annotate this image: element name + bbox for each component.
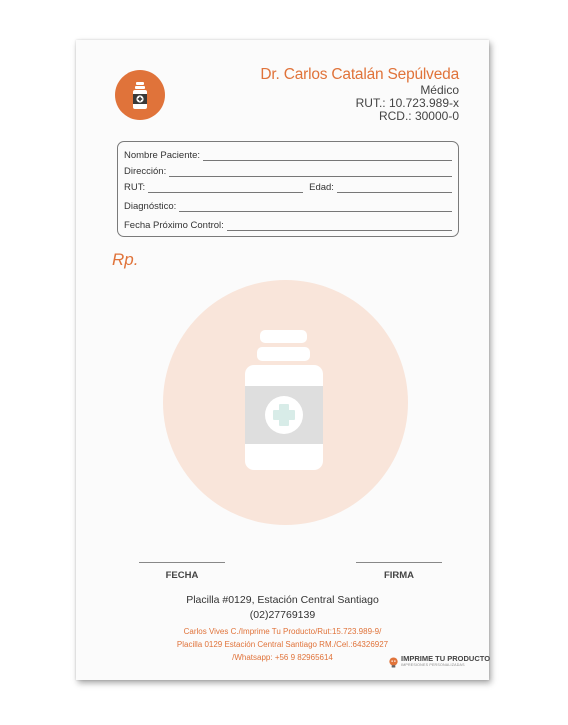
next-control-label: Fecha Próximo Control: [124, 220, 224, 231]
rut-line[interactable] [148, 185, 303, 193]
medicine-bottle-icon [163, 280, 408, 525]
watermark-circle [163, 280, 408, 525]
address-line[interactable] [169, 169, 452, 177]
date-label: FECHA [165, 570, 199, 581]
age-label: Edad: [309, 182, 334, 193]
footer-line-3: /Whatsapp: +56 9 82965614 [232, 653, 333, 662]
doctor-name: Dr. Carlos Catalán Sepúlveda [260, 66, 459, 83]
footer-line-2: Placilla 0129 Estación Central Santiago RM./Cel.:64326927 [176, 640, 389, 649]
doctor-rcd: RCD.: 30000-0 [378, 109, 459, 123]
patient-name-label: Nombre Paciente: [124, 150, 201, 161]
logo-badge [115, 70, 165, 120]
doctor-rut: RUT.: 10.723.989-x [355, 96, 459, 110]
patient-name-line[interactable] [203, 153, 452, 161]
brand-name: IMPRIME TU PRODUCTO [401, 654, 491, 663]
doctor-title: Médico [420, 83, 459, 97]
clinic-address: Placilla #0129, Estación Central Santiago [186, 594, 379, 606]
rp-label: Rp. [112, 250, 139, 269]
lightbulb-icon [388, 657, 399, 668]
footer-line-1: Carlos Vives C./Imprime Tu Producto/Rut:15.723.989-9/ [183, 627, 382, 636]
diagnosis-field[interactable] [124, 200, 452, 212]
address-label: Dirección: [124, 166, 167, 177]
address-field[interactable] [124, 165, 452, 177]
diagnosis-label: Diagnóstico: [124, 201, 177, 212]
patient-name-field[interactable] [124, 149, 452, 161]
prescription-sheet [76, 40, 489, 680]
sign-signature-line[interactable] [356, 562, 442, 563]
clinic-phone: (02)27769139 [249, 609, 316, 621]
medicine-bottle-icon [115, 70, 165, 120]
age-line[interactable] [337, 185, 452, 193]
brand-text [401, 655, 490, 669]
next-control-line[interactable] [227, 223, 452, 231]
diagnosis-line[interactable] [179, 204, 452, 212]
sign-label: FIRMA [383, 570, 415, 581]
rut-label: RUT: [124, 182, 146, 193]
brand-tagline: IMPRESIONES PERSONALIZADAS [401, 663, 465, 667]
patient-info-box [117, 141, 459, 237]
date-signature-line[interactable] [139, 562, 225, 563]
rut-age-field[interactable] [124, 181, 452, 193]
next-control-field[interactable] [124, 219, 452, 231]
brand-mark [388, 655, 490, 669]
